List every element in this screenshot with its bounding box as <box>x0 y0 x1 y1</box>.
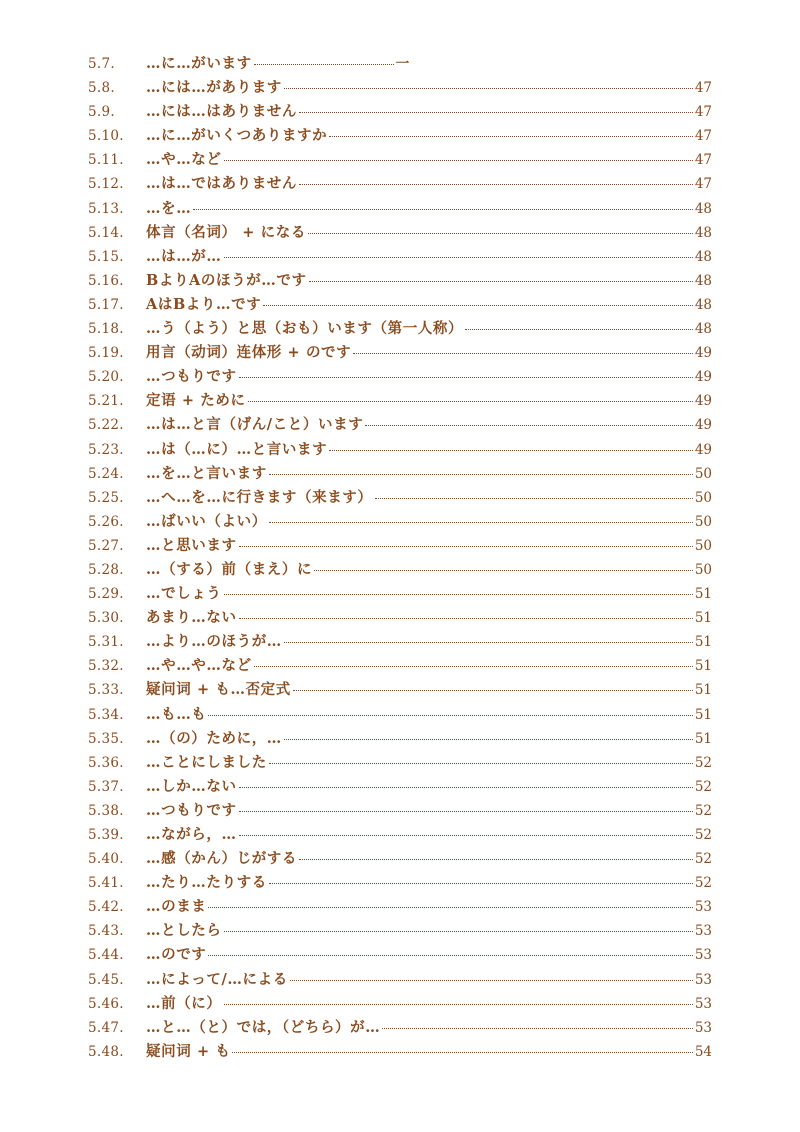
toc-entry-title: 定语 + ために <box>146 392 246 410</box>
toc-entry[interactable] <box>88 172 712 196</box>
toc-entry-number: 5.15. <box>88 248 124 265</box>
toc-dot-leader <box>284 641 693 643</box>
toc-entry-title: …う（よう）と思（おも）います（第一人称） <box>146 320 464 338</box>
toc-dot-leader <box>254 63 394 65</box>
toc-entry[interactable] <box>88 919 712 943</box>
toc-entry-page: 52 <box>694 827 712 843</box>
toc-dot-leader <box>239 617 693 619</box>
toc-entry-title: …つもりです <box>146 801 237 819</box>
toc-entry-title: …たり…たりする <box>146 874 267 892</box>
toc-entry-number: 5.23. <box>88 441 124 458</box>
toc-dot-leader <box>353 352 693 354</box>
toc-entry-page: 49 <box>694 417 712 434</box>
toc-entry-title: …感（かん）じがする <box>146 850 297 868</box>
toc-dot-leader <box>208 906 692 908</box>
toc-entry-title: AはBより…です <box>146 295 262 313</box>
toc-dot-leader <box>375 497 693 499</box>
toc-entry-number: 5.12. <box>88 176 124 193</box>
toc-entry-number: 5.26. <box>88 513 124 530</box>
toc-entry[interactable] <box>88 751 712 775</box>
toc-entry[interactable] <box>88 124 712 148</box>
toc-entry[interactable] <box>88 197 712 221</box>
toc-entry-title: …ばいい（よい） <box>146 512 267 530</box>
toc-entry-page: 47 <box>694 104 712 121</box>
toc-entry-number: 5.32. <box>88 658 124 675</box>
toc-entry-page: 51 <box>694 682 712 699</box>
toc-entry-title: …ながら，… <box>146 826 237 843</box>
toc-entry-title: …を…と言います <box>146 464 267 482</box>
toc-dot-leader <box>269 473 693 475</box>
toc-entry-page: 49 <box>694 441 712 458</box>
toc-dot-leader <box>329 449 693 451</box>
toc-entry-number: 5.30. <box>88 610 124 627</box>
toc-dot-leader <box>299 111 693 113</box>
toc-entry[interactable] <box>88 606 712 630</box>
toc-entry-title: …しか…ない <box>146 777 237 795</box>
toc-entry-page: 52 <box>694 778 712 795</box>
toc-dot-leader <box>239 786 693 788</box>
toc-entry[interactable] <box>88 317 712 341</box>
toc-entry-title: …は（…に）…と言います <box>146 440 328 458</box>
toc-entry-number: 5.20. <box>88 369 124 386</box>
toc-dot-leader <box>248 400 693 402</box>
toc-dot-leader <box>293 689 693 691</box>
toc-entry[interactable] <box>88 871 712 895</box>
toc-entry-number: 5.7. <box>88 56 115 72</box>
toc-entry-page: 49 <box>694 369 712 386</box>
toc-entry-number: 5.46. <box>88 995 124 1012</box>
toc-entry-page: 53 <box>694 923 712 940</box>
toc-entry-number: 5.35. <box>88 730 124 747</box>
toc-entry-page: 51 <box>694 634 712 651</box>
toc-entry-title: …によって/…による <box>146 970 288 988</box>
toc-entry[interactable] <box>88 582 712 606</box>
toc-dot-leader <box>290 979 693 981</box>
toc-entry-number: 5.39. <box>88 827 124 843</box>
toc-dot-leader <box>308 232 693 234</box>
toc-entry-title: …（する）前（まえ）に <box>146 560 313 578</box>
toc-entry[interactable] <box>88 992 712 1016</box>
toc-entry-page: 47 <box>694 176 712 193</box>
toc-entry-page: 48 <box>694 321 712 338</box>
toc-entry-number: 5.16. <box>88 272 124 289</box>
toc-entry-number: 5.29. <box>88 586 124 603</box>
toc-entry-page: 52 <box>694 875 712 892</box>
toc-dot-leader <box>299 858 693 860</box>
toc-dot-leader <box>314 569 693 571</box>
toc-entry-title: …と思います <box>146 536 237 554</box>
toc-entry-title: …には…はありません <box>146 103 297 121</box>
toc-entry-title: …（の）ために，… <box>146 729 282 747</box>
toc-entry[interactable] <box>88 365 712 389</box>
toc-entry-number: 5.45. <box>88 971 124 988</box>
toc-entry[interactable] <box>88 389 712 413</box>
toc-entry[interactable] <box>88 413 712 437</box>
toc-entry[interactable] <box>88 486 712 510</box>
toc-entry-title: …前（に） <box>146 994 222 1012</box>
toc-dot-leader <box>193 208 693 210</box>
toc-entry-page: 47 <box>694 128 712 145</box>
toc-dot-leader <box>224 930 693 932</box>
toc-entry-title: …のまま <box>146 898 207 916</box>
toc-dot-leader <box>284 87 693 89</box>
toc-entry-title: …や…など <box>146 151 222 169</box>
toc-dot-leader <box>224 1003 693 1005</box>
toc-entry-number: 5.48. <box>88 1043 124 1060</box>
toc-entry[interactable] <box>88 100 712 124</box>
toc-entry[interactable] <box>88 245 712 269</box>
toc-dot-leader <box>309 280 693 282</box>
toc-entry-title: 用言（动词）连体形 + のです <box>146 344 352 362</box>
toc-entry-number: 5.37. <box>88 778 124 795</box>
toc-dot-leader <box>239 810 693 812</box>
toc-entry-number: 5.24. <box>88 465 124 482</box>
toc-entry-page: 52 <box>694 754 712 771</box>
toc-entry-number: 5.42. <box>88 899 124 916</box>
toc-entry[interactable] <box>88 462 712 486</box>
toc-entry-page: 52 <box>694 802 712 819</box>
toc-entry-number: 5.14. <box>88 224 124 241</box>
toc-entry[interactable] <box>88 52 712 76</box>
toc-entry-title: …へ…を…に行きます（来ます） <box>146 488 373 506</box>
toc-entry-number: 5.34. <box>88 706 124 723</box>
toc-entry-title: …に…がいくつありますか <box>146 127 328 145</box>
toc-entry-page: 54 <box>694 1043 712 1060</box>
toc-entry[interactable] <box>88 510 712 534</box>
toc-dot-leader <box>329 135 693 137</box>
toc-entry-page: 47 <box>694 152 712 169</box>
toc-entry-number: 5.22. <box>88 417 124 434</box>
toc-entry-number: 5.18. <box>88 321 124 338</box>
toc-entry-title: BよりAのほうが…です <box>146 271 307 289</box>
toc-entry[interactable] <box>88 654 712 678</box>
toc-entry-page: 50 <box>694 561 712 578</box>
toc-entry-number: 5.11. <box>88 152 124 169</box>
toc-dot-leader <box>382 1027 692 1029</box>
toc-entry[interactable] <box>88 269 712 293</box>
toc-entry[interactable] <box>88 293 712 317</box>
toc-entry-number: 5.8. <box>88 80 115 97</box>
toc-entry[interactable] <box>88 148 712 172</box>
toc-entry-page: 一 <box>395 56 410 72</box>
toc-entry-page: 51 <box>694 706 712 723</box>
toc-dot-leader <box>465 328 693 330</box>
toc-dot-leader <box>224 159 693 161</box>
toc-entry-number: 5.33. <box>88 682 124 699</box>
toc-entry-title: …を… <box>146 199 192 217</box>
toc-entry[interactable] <box>88 799 712 823</box>
toc-dot-leader <box>269 762 693 764</box>
toc-entry-page: 51 <box>694 586 712 603</box>
toc-entry-number: 5.36. <box>88 754 124 771</box>
toc-entry-page: 50 <box>694 513 712 530</box>
toc-entry-title: …でしょう <box>146 585 222 603</box>
toc-entry-title: …に…がいます <box>146 55 252 72</box>
toc-entry-number: 5.41. <box>88 875 124 892</box>
toc-dot-leader <box>224 256 693 258</box>
table-of-contents <box>88 52 712 1064</box>
toc-entry-page: 48 <box>694 272 712 289</box>
toc-entry[interactable] <box>88 775 712 799</box>
toc-entry-page: 52 <box>694 851 712 868</box>
toc-entry-page: 47 <box>694 80 712 97</box>
toc-entry[interactable] <box>88 558 712 582</box>
toc-dot-leader <box>365 424 693 426</box>
toc-entry-page: 48 <box>694 200 712 217</box>
toc-entry[interactable] <box>88 847 712 871</box>
toc-entry-title: …も…も <box>146 705 207 723</box>
toc-entry[interactable] <box>88 341 712 365</box>
toc-entry[interactable] <box>88 76 712 100</box>
toc-dot-leader <box>208 714 692 716</box>
toc-entry-number: 5.43. <box>88 923 124 940</box>
toc-entry[interactable] <box>88 943 712 967</box>
toc-dot-leader <box>232 1051 692 1053</box>
toc-entry[interactable] <box>88 1040 712 1064</box>
toc-entry-number: 5.25. <box>88 489 124 506</box>
toc-entry-number: 5.47. <box>88 1019 124 1036</box>
toc-dot-leader <box>269 521 693 523</box>
toc-dot-leader <box>254 665 693 667</box>
toc-entry-page: 53 <box>694 899 712 916</box>
toc-entry-page: 49 <box>694 345 712 362</box>
toc-entry-page: 51 <box>694 730 712 747</box>
toc-entry-title: …は…が… <box>146 247 222 265</box>
toc-entry-page: 48 <box>694 248 712 265</box>
toc-entry-number: 5.40. <box>88 851 124 868</box>
toc-entry-title: …は…と言（げん/こと）います <box>146 416 364 434</box>
toc-entry-page: 50 <box>694 489 712 506</box>
toc-dot-leader <box>299 183 693 185</box>
toc-entry-number: 5.27. <box>88 537 124 554</box>
toc-entry-page: 51 <box>694 658 712 675</box>
toc-entry-page: 50 <box>694 537 712 554</box>
toc-entry[interactable] <box>88 678 712 702</box>
toc-entry-title: 疑问词 + も <box>146 1042 231 1060</box>
toc-dot-leader <box>263 304 693 306</box>
toc-entry-page: 48 <box>694 296 712 313</box>
toc-entry-title: …や…や…など <box>146 657 252 675</box>
toc-dot-leader <box>239 834 693 836</box>
toc-entry[interactable] <box>88 727 712 751</box>
toc-dot-leader <box>224 593 693 595</box>
toc-entry[interactable] <box>88 534 712 558</box>
toc-entry-number: 5.31. <box>88 634 124 651</box>
toc-entry-number: 5.44. <box>88 947 124 964</box>
toc-entry-title: 疑问词 + も…否定式 <box>146 681 291 699</box>
toc-entry-title: …ことにしました <box>146 753 267 771</box>
toc-entry-number: 5.10. <box>88 128 124 145</box>
toc-entry-number: 5.17. <box>88 296 124 313</box>
toc-entry-title: …には…があります <box>146 79 282 97</box>
toc-entry-title: …と…（と）では，（どちら）が… <box>146 1018 381 1036</box>
toc-entry-number: 5.38. <box>88 802 124 819</box>
toc-entry[interactable] <box>88 438 712 462</box>
toc-dot-leader <box>269 882 693 884</box>
toc-entry[interactable] <box>88 1016 712 1040</box>
toc-dot-leader <box>239 545 693 547</box>
toc-entry-title: 体言（名词） + になる <box>146 223 306 241</box>
toc-entry-title: …は…ではありません <box>146 175 297 193</box>
toc-entry-title: …より…のほうが… <box>146 633 282 651</box>
toc-entry-page: 53 <box>694 971 712 988</box>
toc-entry-title: あまり…ない <box>146 609 237 627</box>
toc-entry-number: 5.19. <box>88 345 124 362</box>
toc-entry[interactable] <box>88 221 712 245</box>
toc-entry-number: 5.21. <box>88 393 124 410</box>
toc-entry-page: 53 <box>694 1019 712 1036</box>
toc-entry[interactable] <box>88 968 712 992</box>
toc-entry-number: 5.13. <box>88 200 124 217</box>
toc-entry-page: 51 <box>694 610 712 627</box>
toc-dot-leader <box>208 954 692 956</box>
toc-entry-page: 49 <box>694 393 712 410</box>
toc-entry-page: 50 <box>694 465 712 482</box>
toc-entry-number: 5.28. <box>88 561 124 578</box>
toc-entry-title: …つもりです <box>146 368 237 386</box>
toc-dot-leader <box>239 376 693 378</box>
toc-entry-title: …としたら <box>146 922 222 940</box>
toc-entry-page: 53 <box>694 947 712 964</box>
toc-entry-page: 53 <box>694 995 712 1012</box>
toc-entry-page: 48 <box>694 224 712 241</box>
toc-entry-number: 5.9. <box>88 104 115 121</box>
toc-entry[interactable] <box>88 703 712 727</box>
toc-entry[interactable] <box>88 630 712 654</box>
toc-dot-leader <box>284 738 693 740</box>
toc-entry-title: …のです <box>146 946 207 964</box>
toc-entry[interactable] <box>88 823 712 847</box>
toc-entry[interactable] <box>88 895 712 919</box>
